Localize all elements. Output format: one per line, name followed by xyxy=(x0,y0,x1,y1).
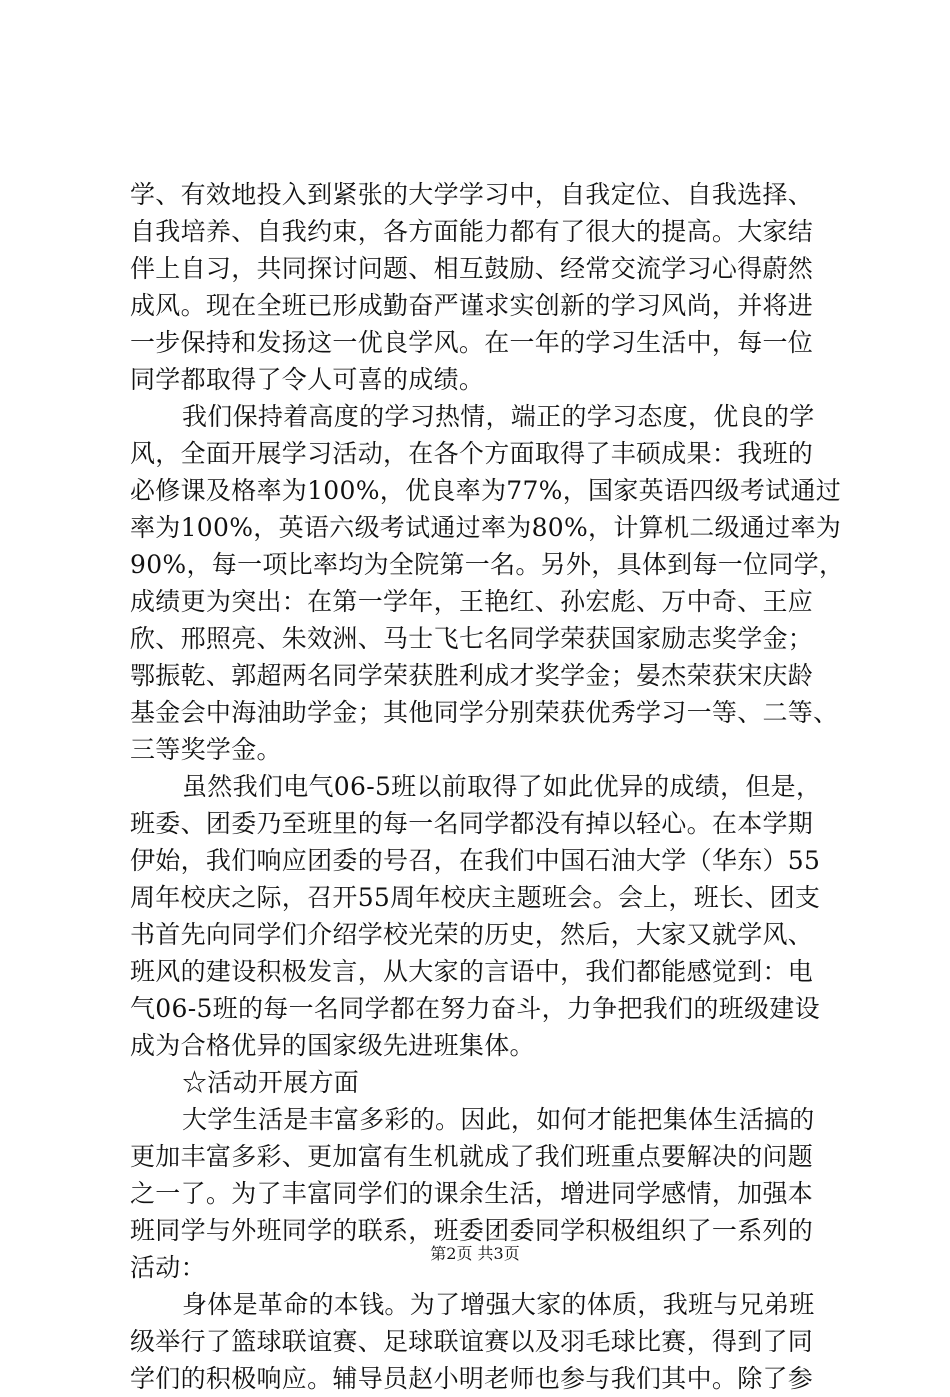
text-line: 书首先向同学们介绍学校光荣的历史，然后，大家又就学风、 xyxy=(130,920,814,949)
text-line: 班风的建设积极发言，从大家的言语中，我们都能感觉到：电 xyxy=(130,957,814,986)
text-line: 风，全面开展学习活动，在各个方面取得了丰硕成果：我班的 xyxy=(130,439,814,468)
paragraph-first-line: 身体是革命的本钱。为了增强大家的体质，我班与兄弟班 xyxy=(182,1290,815,1319)
text-line: 成为合格优异的国家级先进班集体。 xyxy=(130,1031,535,1060)
text-line: 同学都取得了令人可喜的成绩。 xyxy=(130,365,485,394)
body-text xyxy=(130,176,845,1397)
text-line: 必修课及格率为100%，优良率为77%，国家英语四级考试通过 xyxy=(130,476,842,505)
text-line: 气06-5班的每一名同学都在努力奋斗，力争把我们的班级建设 xyxy=(130,994,820,1023)
text-line: 自我培养、自我约束，各方面能力都有了很大的提高。大家结 xyxy=(130,217,814,246)
paragraph-first-line: 大学生活是丰富多彩的。因此，如何才能把集体生活搞的 xyxy=(182,1105,815,1134)
text-line: 班委、团委乃至班里的每一名同学都没有掉以轻心。在本学期 xyxy=(130,809,814,838)
text-line: 欣、邢照亮、朱效洲、马士飞七名同学荣获国家励志奖学金； xyxy=(130,624,814,653)
text-line: 伴上自习，共同探讨问题、相互鼓励、经常交流学习心得蔚然 xyxy=(130,254,814,283)
text-line: 学、有效地投入到紧张的大学学习中，自我定位、自我选择、 xyxy=(130,180,814,209)
text-line: 更加丰富多彩、更加富有生机就成了我们班重点要解决的问题 xyxy=(130,1142,814,1171)
text-line: 率为100%，英语六级考试通过率为80%，计算机二级通过率为 xyxy=(130,513,842,542)
text-line: 成风。现在全班已形成勤奋严谨求实创新的学习风尚，并将进 xyxy=(130,291,814,320)
text-line: 周年校庆之际，召开55周年校庆主题班会。会上，班长、团支 xyxy=(130,883,821,912)
text-line: 三等奖学金。 xyxy=(130,735,282,764)
text-line: 级举行了篮球联谊赛、足球联谊赛以及羽毛球比赛，得到了同 xyxy=(130,1327,814,1356)
text-line: 班同学与外班同学的联系，班委团委同学积极组织了一系列的 xyxy=(130,1216,814,1245)
text-line: 之一了。为了丰富同学们的课余生活，增进同学感情，加强本 xyxy=(130,1179,814,1208)
text-line: 活动： xyxy=(130,1253,206,1282)
text-line: 90%，每一项比率均为全院第一名。另外，具体到每一位同学， xyxy=(130,550,845,579)
text-line: 一步保持和发扬这一优良学风。在一年的学习生活中，每一位 xyxy=(130,328,814,357)
text-line: 学们的积极响应。辅导员赵小明老师也参与我们其中。除了参 xyxy=(130,1364,814,1393)
paragraph-first-line: 虽然我们电气06-5班以前取得了如此优异的成绩，但是， xyxy=(182,772,822,801)
paragraph-first-line: 我们保持着高度的学习热情，端正的学习态度，优良的学 xyxy=(182,402,815,431)
text-line: 基金会中海油助学金；其他同学分别荣获优秀学习一等、二等、 xyxy=(130,698,839,727)
section-heading: ☆活动开展方面 xyxy=(182,1068,360,1097)
text-line: 伊始，我们响应团委的号召，在我们中国石油大学（华东）55 xyxy=(130,846,821,875)
text-line: 鄂振乾、郭超两名同学荣获胜利成才奖学金；晏杰荣获宋庆龄 xyxy=(130,661,814,690)
page-number-footer: 第2页 共3页 xyxy=(430,1244,520,1263)
text-line: 成绩更为突出：在第一学年，王艳红、孙宏彪、万中奇、王应 xyxy=(130,587,814,616)
